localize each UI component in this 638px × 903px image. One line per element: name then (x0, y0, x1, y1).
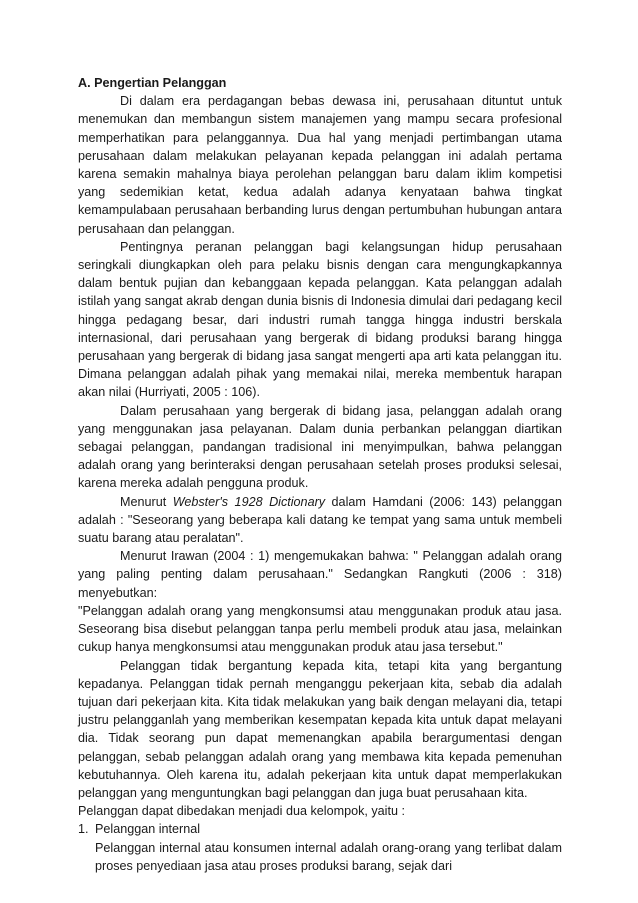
webster-dictionary-title: Webster's 1928 Dictionary (172, 494, 326, 509)
paragraph-importance: Pentingnya peranan pelanggan bagi kelangsungan hidup perusahaan seringkali diungkapkan oleh para pelaku bisnis dengan cara mengungkapkannya dalam bentuk pujian dan kebanggaan kepada pelanggan. Kata pelanggan adalah istilah yang sangat akrab dengan dunia bisnis di Indonesia dimulai dari pedagang kecil hingga pedagang besar, dari industri rumah tangga hingga industri berskala internasional, dari perusahaan yang bergerak di bidang produksi barang hingga perusahaan yang bergerak di bidang jasa sangat mengerti apa arti kata pelanggan itu. Dimana pelanggan adalah pihak yang memakai nilai, mereka membentuk harapan akan nilai (Hurriyati, 2005 : 106). (78, 239, 562, 400)
list-item-1 (78, 820, 562, 838)
paragraph-intro: Di dalam era perdagangan bebas dewasa ini, perusahaan dituntut untuk menemukan dan membangun sistem manajemen yang mampu secara profesional memperhatikan para pelanggannya. Dua hal yang menjadi pertimbangan utama perusahaan dalam melakukan pelayanan kepada pelanggan ini adalah pertama karena semakin mahalnya biaya perolehan pelanggan baru dalam iklim kompetisi yang sedemikian ketat, kedua adalah adanya kenyataan bahwa tingkat kemampulabaan perusahaan berbanding lurus dengan pertumbuhan hubungan antara perusahaan dan pelanggan. (78, 94, 562, 236)
list-item-1-number: 1. (78, 822, 89, 837)
webster-text-after: dalam Hamdani (2006: 143) pelanggan adalah : "Seseorang yang beberapa kali datang ke tempat yang sama untuk membeli suatu barang atau peralatan". (78, 494, 562, 546)
list-item-1-title: Pelanggan internal (95, 822, 201, 837)
quote-rangkuti: "Pelanggan adalah orang yang mengkonsumsi atau menggunakan produk atau jasa. Seseorang bisa disebut pelanggan tanpa perlu membeli produk atau jasa, melainkan cukup hanya mengkonsumsi atau menggunakan produk atau jasa tersebut." (78, 603, 562, 655)
document-page (78, 74, 562, 875)
list-item-1-body: Pelanggan internal atau konsumen internal adalah orang-orang yang terlibat dalam proses penyediaan jasa atau proses produksi barang, sejak dari (95, 840, 562, 873)
paragraph-irawan: Menurut Irawan (2004 : 1) mengemukakan bahwa: " Pelanggan adalah orang yang paling penting dalam perusahaan." Sedangkan Rangkuti (2006 : 318) menyebutkan: (78, 549, 562, 600)
paragraph-groups: Pelanggan dapat dibedakan menjadi dua kelompok, yaitu : (78, 804, 405, 819)
paragraph-service-company: Dalam perusahaan yang bergerak di bidang jasa, pelanggan adalah orang yang menggunakan jasa pelayanan. Dalam dunia perbankan pelanggan diartikan sebagai pelanggan, pandangan tradisional ini menyimpulkan, bahwa pelanggan adalah orang yang berinteraksi dengan perusahaan setelah proses produksi selesai, karena mereka adalah pengguna produk. (78, 403, 562, 491)
paragraph-webster (78, 493, 562, 548)
webster-text-before: Menurut (120, 494, 173, 509)
section-title: A. Pengertian Pelanggan (78, 76, 227, 90)
paragraph-dependence: Pelanggan tidak bergantung kepada kita, tetapi kita yang bergantung kepadanya. Pelanggan tidak pernah menganggu pekerjaan kita, sebab dia adalah tujuan dari pekerjaan kita. Kita tidak melakukan yang baik dengan melayani dia, tetapi justru pelangganlah yang memberikan kesempatan kepada kita untuk dapat melayani dia. Tidak seorang pun dapat memenangkan apabila berargumentasi dengan pelanggan, sebab pelanggan adalah orang yang membawa kita kepada pemenuhan kebutuhannya. Oleh karena itu, adalah pekerjaan kita untuk dapat memperlakukan pelanggan yang menguntungkan bagi pelanggan dan juga buat perusahaan kita. (78, 658, 562, 800)
